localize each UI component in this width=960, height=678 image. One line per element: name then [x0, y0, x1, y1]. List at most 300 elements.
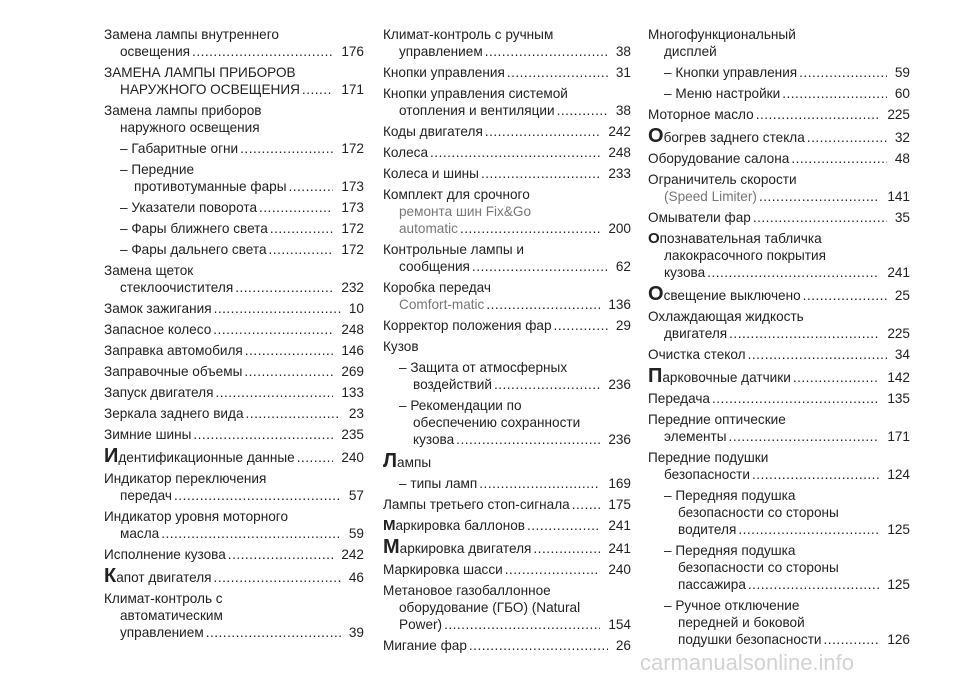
index-entry-line [648, 367, 910, 386]
index-entry [383, 64, 631, 81]
index-entry-line [383, 144, 631, 161]
index-entry-line [383, 165, 631, 182]
index-entry-text: передач [120, 488, 173, 503]
dot-leader [259, 199, 333, 216]
page-number: 38 [615, 103, 631, 118]
index-entry-rest: познавательная табличка [659, 231, 822, 246]
index-entry-text: Замена лампы приборов [104, 103, 262, 118]
page-number: 171 [887, 429, 910, 444]
index-entry-line [383, 637, 631, 654]
index-entry-text [104, 567, 212, 586]
index-entry-line [383, 123, 631, 140]
index-entry-text: Очистка стекол [648, 347, 746, 362]
index-entry-text: – Фары дальнего света [120, 242, 267, 257]
page-number: 133 [341, 385, 364, 400]
index-entry-text: Контрольные лампы и [383, 242, 525, 257]
index-entry [104, 363, 364, 380]
index-entry-text: лакокрасочного покрытия [664, 248, 826, 263]
page-number: 242 [608, 124, 631, 139]
index-entry-line [383, 64, 631, 81]
index-entry-text: обеспечению сохранности [413, 415, 581, 430]
index-entry-line [104, 487, 364, 504]
page-number: 141 [887, 189, 910, 204]
index-entry [383, 452, 631, 471]
index-entry-rest: аркировка двигателя [399, 541, 532, 556]
index-entry-line [648, 171, 910, 188]
index-entry-line [104, 607, 364, 624]
index-entry-line [648, 487, 910, 504]
index-entry-line [383, 338, 631, 355]
index-entry-text: Моторное масло [648, 107, 754, 122]
index-column-3 [648, 26, 910, 652]
dot-leader [430, 144, 600, 161]
index-entry-text: – Ручное отключение [664, 598, 800, 613]
index-entry-line [383, 414, 631, 431]
index-entry-line [104, 342, 364, 359]
page-number: 142 [887, 370, 910, 385]
dot-leader [756, 106, 880, 123]
section-letter: К [104, 565, 117, 587]
index-entry-text: Колеса [383, 145, 429, 160]
index-entry [648, 449, 910, 483]
index-entry-text: Comfort-matic [399, 297, 485, 312]
index-entry-text: НАРУЖНОГО ОСВЕЩЕНИЯ [120, 82, 300, 97]
section-letter: О [648, 283, 664, 305]
index-entry-text: двигателя [664, 326, 728, 341]
index-entry-text: Охлаждающая жидкость [648, 309, 804, 324]
index-entry-line [104, 262, 364, 279]
index-entry [383, 582, 631, 633]
index-entry-line [648, 390, 910, 407]
index-entry-text: – Передние [120, 162, 195, 177]
index-entry-line [383, 220, 631, 237]
index-entry [383, 338, 631, 355]
index-entry-line [104, 161, 364, 178]
index-entry-line [104, 199, 364, 216]
index-entry-text: – Передняя подушка [664, 488, 796, 503]
index-entry-text: Климат-контроль с [104, 591, 223, 606]
index-entry [648, 85, 910, 102]
index-entry-line [104, 81, 364, 98]
index-entry-text: кузова [413, 432, 455, 447]
page-number: 29 [615, 318, 631, 333]
index-entry-text: Многофункциональный [648, 27, 796, 42]
index-entry [104, 470, 364, 504]
index-entry-line [383, 85, 631, 102]
dot-leader [213, 321, 333, 338]
section-letter: П [648, 365, 663, 387]
dot-leader [246, 405, 341, 422]
index-entry [648, 542, 910, 593]
index-entry [648, 106, 910, 123]
page-number: 124 [887, 467, 910, 482]
page-number: 225 [887, 326, 910, 341]
dot-leader [507, 64, 608, 81]
index-entry-line [648, 264, 910, 281]
index-entry [104, 384, 364, 401]
index-entry-rest: апот двигателя [116, 570, 212, 585]
index-entry [104, 508, 364, 542]
dot-leader [554, 317, 608, 334]
index-entry [383, 279, 631, 313]
index-entry-line [383, 317, 631, 334]
index-entry-text: ремонта шин Fix&Go [399, 204, 532, 219]
dot-leader [472, 258, 608, 275]
page-number: 46 [348, 570, 364, 585]
index-entry-line [383, 258, 631, 275]
index-entry-line [383, 582, 631, 599]
index-entry [383, 165, 631, 182]
dot-leader [494, 376, 600, 393]
dot-leader [505, 561, 601, 578]
index-entry-text: Мигание фар [383, 638, 467, 653]
index-entry-line [383, 203, 631, 220]
index-entry-line [648, 64, 910, 81]
index-entry-line [104, 64, 364, 81]
index-entry-text: кузова [664, 265, 706, 280]
index-entry [648, 597, 910, 648]
index-entry-line [648, 325, 910, 342]
page-number: 200 [608, 221, 631, 236]
page-number: 48 [894, 151, 910, 166]
index-entry-line [383, 359, 631, 376]
index-entry [104, 321, 364, 338]
index-entry-text: Исполнение кузова [104, 547, 226, 562]
page-number: 171 [341, 82, 364, 97]
index-entry-text: Комплект для срочного [383, 187, 530, 202]
dot-leader [486, 296, 600, 313]
index-entry-line [104, 43, 364, 60]
index-entry [383, 561, 631, 578]
dot-leader [161, 525, 341, 542]
page-number: 126 [887, 632, 910, 647]
index-entry-text: Передние подушки [648, 450, 769, 465]
index-entry-text: Кузов [383, 339, 419, 354]
dot-leader [729, 428, 880, 445]
index-entry-line [104, 102, 364, 119]
index-entry-text: Маркировка шасси [383, 562, 503, 577]
index-entry-line [383, 616, 631, 633]
index-entry-text: Передача [648, 391, 710, 406]
index-entry-text: безопасности со стороны [678, 560, 839, 575]
page-number: 241 [608, 541, 631, 556]
page-number: 248 [341, 322, 364, 337]
index-entry-text: – типы ламп [399, 476, 478, 491]
index-entry [104, 220, 364, 237]
index-entry-text: воздействий [413, 377, 492, 392]
index-entry-text: Замок зажигания [104, 301, 212, 316]
index-entry-rest: свещение выключено [663, 288, 801, 303]
index-entry [648, 26, 910, 60]
index-entry-line [648, 521, 910, 538]
index-entry-text: – Защита от атмосферных [399, 360, 568, 375]
index-entry-line [648, 559, 910, 576]
index-entry-text: Метановое газобаллонное [383, 583, 551, 598]
index-entry-text: – Меню настройки [664, 86, 781, 101]
index-entry [104, 546, 364, 563]
page-number: 39 [348, 625, 364, 640]
page-number: 172 [341, 242, 364, 257]
index-entry-line [383, 376, 631, 393]
index-entry [648, 346, 910, 363]
index-entry-line [648, 26, 910, 43]
index-entry-line [648, 230, 910, 247]
index-entry-rest: аркировка баллонов [395, 518, 525, 533]
index-entry-line [383, 475, 631, 492]
page-number: 269 [341, 364, 364, 379]
index-entry-text: стеклоочистителя [120, 280, 234, 295]
dot-leader [759, 188, 879, 205]
dot-leader [214, 569, 341, 586]
index-entry [383, 538, 631, 557]
index-entry-line [104, 525, 364, 542]
index-entry-text: – Указатели поворота [120, 200, 257, 215]
index-entry-line [104, 279, 364, 296]
index-entry [104, 140, 364, 157]
dot-leader [738, 521, 879, 538]
page-number: 173 [341, 200, 364, 215]
index-entry [383, 123, 631, 140]
index-entry-text: управлением [399, 44, 483, 59]
dot-leader [782, 85, 887, 102]
dot-leader [235, 279, 333, 296]
index-entry-line [104, 447, 364, 466]
index-entry-rest: богрев заднего стекла [663, 130, 805, 145]
index-entry-text: Кнопки управления [383, 65, 505, 80]
index-entry-text: оборудование (ГБО) (Natural [399, 600, 581, 615]
dot-leader [444, 616, 600, 633]
index-entry [104, 447, 364, 466]
dot-leader [729, 325, 879, 342]
index-entry-text: Кнопки управления системой [383, 86, 568, 101]
dot-leader [192, 43, 333, 60]
index-entry [648, 127, 910, 146]
dot-leader [456, 431, 600, 448]
index-entry [648, 411, 910, 445]
dot-leader [244, 363, 333, 380]
index-entry-line [104, 546, 364, 563]
dot-leader [214, 300, 341, 317]
dot-leader [240, 140, 333, 157]
index-entry-line [648, 308, 910, 325]
index-entry-line [104, 470, 364, 487]
index-entry [104, 102, 364, 136]
index-entry-line [648, 285, 910, 304]
index-entry [648, 367, 910, 386]
index-entry-text: Индикатор уровня моторного [104, 509, 288, 524]
dot-leader [807, 129, 887, 146]
index-entry-text: Передние оптические [648, 412, 786, 427]
index-entry-line [648, 466, 910, 483]
index-entry-line [383, 561, 631, 578]
index-entry-rest: дентификационные данные [118, 450, 295, 465]
page-number: 236 [608, 432, 631, 447]
index-entry-line [383, 43, 631, 60]
index-entry-line [104, 300, 364, 317]
index-entry-text: – Рекомендации по [399, 398, 522, 413]
dot-leader [557, 102, 608, 119]
dot-leader [748, 576, 879, 593]
index-entry-text [383, 452, 431, 471]
index-entry [104, 262, 364, 296]
index-entry-line [648, 209, 910, 226]
page-number: 34 [894, 347, 910, 362]
index-entry [383, 496, 631, 513]
index-entry [648, 230, 910, 281]
index-entry-line [104, 178, 364, 195]
index-entry-text: противотуманные фары [134, 179, 287, 194]
index-entry [383, 517, 631, 534]
page-number: 62 [615, 259, 631, 274]
index-entry [648, 285, 910, 304]
index-entry-line [383, 241, 631, 258]
index-entry [383, 397, 631, 448]
index-entry [104, 161, 364, 195]
page-number: 154 [608, 617, 631, 632]
index-entry [648, 487, 910, 538]
index-entry [648, 150, 910, 167]
index-entry [104, 241, 364, 258]
dot-leader [245, 342, 334, 359]
page-number: 240 [608, 562, 631, 577]
index-entry [104, 342, 364, 359]
index-entry [383, 317, 631, 334]
page-number: 57 [348, 488, 364, 503]
index-entry-line [648, 106, 910, 123]
page-number: 59 [894, 65, 910, 80]
dot-leader [791, 150, 887, 167]
page-number: 59 [348, 526, 364, 541]
index-entry [104, 405, 364, 422]
index-entry-line [648, 449, 910, 466]
dot-leader [748, 346, 887, 363]
index-entry-line [104, 26, 364, 43]
index-entry [104, 64, 364, 98]
index-entry-text: Ограничитель скорости [648, 172, 797, 187]
page-number: 146 [341, 343, 364, 358]
index-entry-text: automatic [399, 221, 458, 236]
page-number: 10 [348, 301, 364, 316]
index-entry [104, 567, 364, 586]
page-number: 173 [341, 179, 364, 194]
index-entry-text: Замена лампы внутреннего [104, 27, 279, 42]
index-entry-line [648, 127, 910, 146]
dot-leader [288, 178, 333, 195]
dot-leader [206, 624, 341, 641]
page-number: 31 [615, 65, 631, 80]
index-entry-line [648, 504, 910, 521]
index-entry-line [104, 119, 364, 136]
page-number: 125 [887, 577, 910, 592]
dot-leader [270, 220, 334, 237]
index-entry [383, 475, 631, 492]
index-entry [383, 144, 631, 161]
index-entry-text: Корректор положения фар [383, 318, 552, 333]
index-entry [104, 590, 364, 641]
index-entry-text: Коробка передач [383, 280, 491, 295]
index-entry-line [383, 517, 631, 534]
dot-leader [753, 209, 887, 226]
dot-leader [193, 426, 333, 443]
index-entry-line [648, 631, 910, 648]
index-entry-text: Оборудование салона [648, 151, 790, 166]
page-number: 35 [894, 210, 910, 225]
index-entry [383, 26, 631, 60]
index-entry-text: передней и боковой [678, 615, 805, 630]
dot-leader [824, 631, 880, 648]
page-number: 175 [608, 497, 631, 512]
index-entry-line [104, 140, 364, 157]
index-entry-line [104, 363, 364, 380]
index-entry-line [104, 508, 364, 525]
page-number: 236 [608, 377, 631, 392]
index-entry [383, 637, 631, 654]
index-entry [104, 426, 364, 443]
page-number: 241 [887, 265, 910, 280]
index-entry-line [104, 624, 364, 641]
index-entry-line [104, 426, 364, 443]
index-entry-text: (Speed Limiter) [664, 189, 757, 204]
page-number: 172 [341, 141, 364, 156]
index-entry-text: пассажира [678, 577, 746, 592]
page-number: 135 [887, 391, 910, 406]
index-entry-line [383, 452, 631, 471]
page-number: 38 [615, 44, 631, 59]
index-entry-line [648, 188, 910, 205]
section-letter: М [383, 517, 396, 534]
page-number: 232 [341, 280, 364, 295]
index-entry-text: Зимние шины [104, 427, 192, 442]
index-entry-text: Power) [399, 617, 443, 632]
page-number: 169 [608, 476, 631, 491]
index-entry-line [383, 279, 631, 296]
index-entry-text: Зеркала заднего вида [104, 406, 244, 421]
index-entry-line [104, 590, 364, 607]
index-entry [648, 171, 910, 205]
index-entry-text: безопасности со стороны [678, 505, 839, 520]
dot-leader [752, 466, 879, 483]
dot-leader [712, 390, 879, 407]
index-entry-text: – Габаритные огни [120, 141, 239, 156]
index-entry-line [383, 102, 631, 119]
dot-leader [793, 369, 879, 386]
dot-leader [485, 43, 608, 60]
index-entry-line [383, 538, 631, 557]
index-entry-text: масла [120, 526, 160, 541]
index-entry-line [383, 431, 631, 448]
index-entry-rest: арковочные датчики [662, 370, 791, 385]
section-letter: И [104, 445, 119, 467]
index-entry-text [648, 230, 822, 247]
section-letter: Л [383, 450, 398, 472]
index-entry-line [648, 43, 910, 60]
index-entry-line [104, 321, 364, 338]
index-entry-text: Климат-контроль с ручным [383, 27, 554, 42]
index-entry-text: Запуск двигателя [104, 385, 214, 400]
dot-leader [302, 81, 333, 98]
dot-leader [707, 264, 879, 281]
section-letter: О [648, 230, 660, 247]
index-entry-text [383, 517, 525, 534]
index-entry [104, 26, 364, 60]
index-entry-line [648, 150, 910, 167]
dot-leader [533, 540, 600, 557]
page-number: 248 [608, 145, 631, 160]
index-entry-line [104, 384, 364, 401]
index-entry-text: Колеса и шины [383, 166, 479, 181]
index-entry-line [104, 567, 364, 586]
dot-leader [803, 287, 887, 304]
